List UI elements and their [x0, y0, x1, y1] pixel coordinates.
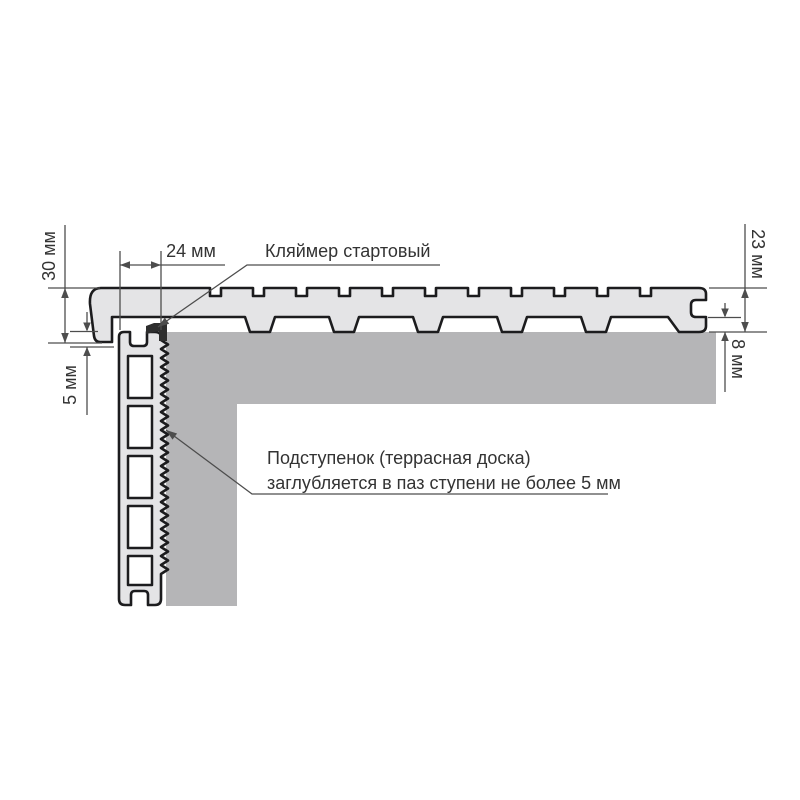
dim-5mm-arrow-down: [83, 323, 91, 332]
dim-24mm-label: 24 мм: [166, 241, 216, 261]
dim-24mm-arrow-right: [151, 261, 161, 269]
dim-30mm-arrow-down: [61, 333, 69, 343]
clip-label: Кляймер стартовый: [265, 241, 431, 261]
dim-23mm-arrow-down: [741, 322, 749, 332]
riser-chamber: [128, 356, 152, 398]
dim-23mm-arrow-up: [741, 288, 749, 298]
dim-8mm-arrow-down: [721, 309, 729, 318]
dim-30mm-label: 30 мм: [39, 231, 59, 281]
dim-8mm-label: 8 мм: [728, 339, 748, 379]
substrate-step: [166, 332, 716, 606]
riser-chamber: [128, 556, 152, 585]
riser-note-line1: Подступенок (террасная доска): [267, 448, 531, 468]
riser-chamber: [128, 406, 152, 448]
dim-30mm-arrow-up: [61, 288, 69, 298]
dim-23mm-label: 23 мм: [748, 229, 768, 279]
riser-note-line2: заглубляется в паз ступени не более 5 мм: [267, 473, 621, 493]
riser-chamber: [128, 506, 152, 548]
dim-5mm-label: 5 мм: [60, 365, 80, 405]
riser-chamber: [128, 456, 152, 498]
dim-24mm-arrow-left: [120, 261, 130, 269]
riser-board: [119, 332, 168, 605]
